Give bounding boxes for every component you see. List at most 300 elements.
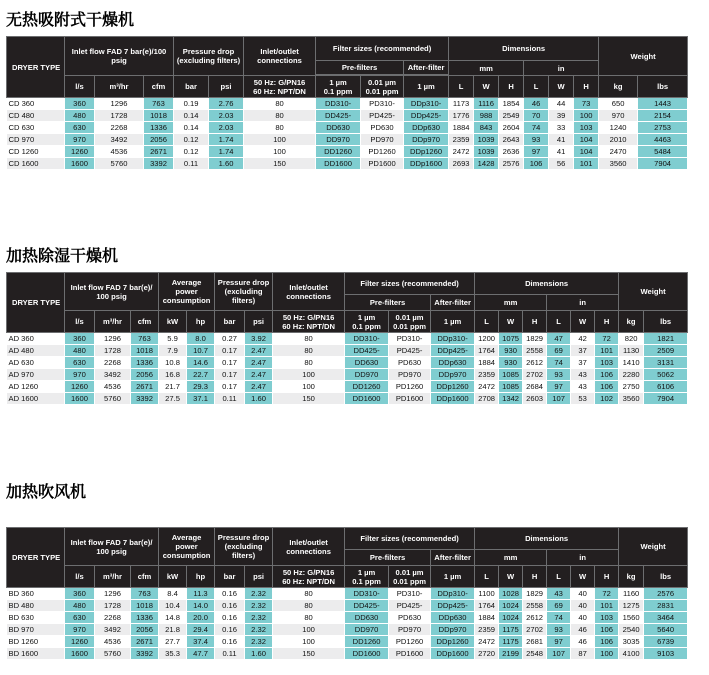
table-row bbox=[7, 393, 688, 405]
table-cell: PD970 bbox=[389, 369, 431, 381]
header-connections: Inlet/outlet connections bbox=[244, 37, 316, 76]
table-cell: DD425- bbox=[345, 600, 389, 612]
table-cell: 72 bbox=[595, 588, 619, 600]
table-cell: 1296 bbox=[95, 588, 131, 600]
table-cell: 1024 bbox=[499, 612, 523, 624]
model-cell: CD 480 bbox=[7, 110, 65, 122]
table-cell: 46 bbox=[524, 98, 549, 110]
table-cell: 2612 bbox=[523, 357, 547, 369]
table-cell: 843 bbox=[474, 122, 499, 134]
table-cell: 100 bbox=[273, 369, 345, 381]
table-cell: 2268 bbox=[95, 612, 131, 624]
model-cell: BD 480 bbox=[7, 600, 65, 612]
header-L-in: L bbox=[547, 311, 571, 333]
table-cell: DD970 bbox=[316, 134, 361, 146]
table-cell: 80 bbox=[273, 600, 345, 612]
table-cell: 1600 bbox=[65, 393, 95, 405]
table-cell: 1018 bbox=[131, 345, 159, 357]
table-cell: 0.17 bbox=[215, 345, 245, 357]
header-pressure-drop: Pressure drop (excluding filters) bbox=[174, 37, 244, 76]
header-H-mm: H bbox=[523, 566, 547, 588]
header-dryer-type: DRYER TYPE bbox=[7, 37, 65, 98]
header-pre-filters: Pre-filters bbox=[345, 295, 431, 311]
model-cell: AD 970 bbox=[7, 369, 65, 381]
header-W-in: W bbox=[549, 76, 574, 98]
table-cell: 104 bbox=[574, 146, 599, 158]
table-cell: 1260 bbox=[65, 381, 95, 393]
header-filter-sizes: Filter sizes (recommended) bbox=[316, 37, 449, 61]
table-cell: 4463 bbox=[638, 134, 688, 146]
table-cell: 1018 bbox=[131, 600, 159, 612]
table-cell: 103 bbox=[595, 357, 619, 369]
table-cell: 150 bbox=[273, 393, 345, 405]
header-cfm: cfm bbox=[131, 566, 159, 588]
table-cell: 630 bbox=[65, 612, 95, 624]
table-cell: 10.8 bbox=[159, 357, 187, 369]
table-cell: 37 bbox=[571, 357, 595, 369]
table-cell: 0.16 bbox=[215, 612, 245, 624]
table-body-bd bbox=[7, 588, 688, 660]
header-cfm: cfm bbox=[131, 311, 159, 333]
table-cell: 14.6 bbox=[187, 357, 215, 369]
table-cell: 0.16 bbox=[215, 600, 245, 612]
table-cell: 20.0 bbox=[187, 612, 215, 624]
conn-note-1: 50 Hz: G/PN16 bbox=[282, 567, 335, 577]
table-cell: 7.9 bbox=[159, 345, 187, 357]
table-cell: DDp970 bbox=[431, 369, 475, 381]
table-cell: 480 bbox=[65, 345, 95, 357]
table-cell: 2056 bbox=[144, 134, 174, 146]
table-cell: 2693 bbox=[449, 158, 474, 170]
section-title-cd: 无热吸附式干燥机 bbox=[6, 10, 135, 29]
table-cell: PD310- bbox=[389, 333, 431, 345]
conn-note-1: 50 Hz: G/PN16 bbox=[253, 77, 306, 87]
table-cell: 2268 bbox=[95, 357, 131, 369]
table-cell: DDp1260 bbox=[404, 146, 449, 158]
table-cell: 103 bbox=[595, 612, 619, 624]
table-row bbox=[7, 158, 688, 170]
table-cell: 3.92 bbox=[245, 333, 273, 345]
header-filter-sizes: Filter sizes (recommended) bbox=[345, 273, 475, 295]
table-cell: DD1600 bbox=[316, 158, 361, 170]
table-cell: 1336 bbox=[131, 357, 159, 369]
table-cell: 47 bbox=[547, 333, 571, 345]
table-cell: 360 bbox=[65, 98, 95, 110]
table-cell: 2472 bbox=[449, 146, 474, 158]
table-cell: 2470 bbox=[599, 146, 638, 158]
table-cell: 106 bbox=[595, 624, 619, 636]
table-cell: PD630 bbox=[389, 612, 431, 624]
table-cell: 1600 bbox=[65, 648, 95, 660]
header-lbs: lbs bbox=[638, 76, 688, 98]
table-cell: 0.16 bbox=[215, 624, 245, 636]
table-cell: 2359 bbox=[449, 134, 474, 146]
table-cell: 1275 bbox=[619, 600, 644, 612]
table-cell: 72 bbox=[595, 333, 619, 345]
f1-size: 1 µm bbox=[329, 77, 347, 87]
table-cell: 1160 bbox=[619, 588, 644, 600]
header-L-in: L bbox=[547, 566, 571, 588]
header-avg-power: Average power consumption bbox=[159, 528, 215, 566]
table-cell: 1764 bbox=[475, 345, 499, 357]
table-cell: 1336 bbox=[144, 122, 174, 134]
table-cell: 1410 bbox=[619, 357, 644, 369]
table-row bbox=[7, 110, 688, 122]
table-cell: 5640 bbox=[644, 624, 688, 636]
header-bar: bar bbox=[174, 76, 209, 98]
table-cell: 97 bbox=[524, 146, 549, 158]
header-H-mm: H bbox=[499, 76, 524, 98]
conn-note-2: 60 Hz: NPT/DN bbox=[253, 86, 306, 96]
table-cell: DDp630 bbox=[431, 612, 475, 624]
header-f2 bbox=[389, 311, 431, 333]
table-cell: 5760 bbox=[95, 393, 131, 405]
table-cell: 970 bbox=[599, 110, 638, 122]
header-in: in bbox=[547, 550, 619, 566]
header-W-in: W bbox=[571, 566, 595, 588]
table-cell: 0.17 bbox=[215, 357, 245, 369]
table-cell: 2548 bbox=[523, 648, 547, 660]
table-cell: 69 bbox=[547, 600, 571, 612]
table-cell: 1764 bbox=[475, 600, 499, 612]
table-cell: 4536 bbox=[95, 381, 131, 393]
table-cell: 1200 bbox=[475, 333, 499, 345]
table-cell: 3392 bbox=[131, 648, 159, 660]
table-cell: 2.47 bbox=[245, 357, 273, 369]
header-after-filter: After-filter bbox=[431, 550, 475, 566]
model-cell: CD 360 bbox=[7, 98, 65, 110]
table-cell: 16.8 bbox=[159, 369, 187, 381]
header-in: in bbox=[547, 295, 619, 311]
f1-ppm: 0.1 ppm bbox=[323, 86, 353, 96]
table-cell: 0.11 bbox=[215, 648, 245, 660]
table-cell: 930 bbox=[499, 357, 523, 369]
table-cell: 80 bbox=[273, 357, 345, 369]
table-cell: 2359 bbox=[475, 624, 499, 636]
table-cell: DD970 bbox=[345, 624, 389, 636]
table-cell: 27.5 bbox=[159, 393, 187, 405]
table-cell: 80 bbox=[244, 110, 316, 122]
table-cell: 29.3 bbox=[187, 381, 215, 393]
table-cell: 2684 bbox=[523, 381, 547, 393]
table-cell: 1728 bbox=[95, 110, 144, 122]
table-cell: DD310- bbox=[316, 98, 361, 110]
table-cell: DD1260 bbox=[345, 636, 389, 648]
table-cell: 6106 bbox=[644, 381, 688, 393]
table-cell: 1776 bbox=[449, 110, 474, 122]
table-cell: 2558 bbox=[523, 345, 547, 357]
table-cell: 106 bbox=[524, 158, 549, 170]
table-cell: 1829 bbox=[523, 333, 547, 345]
table-cell: 0.17 bbox=[215, 369, 245, 381]
header-dimensions: Dimensions bbox=[475, 273, 619, 295]
table-cell: PD630 bbox=[361, 122, 404, 134]
table-row bbox=[7, 381, 688, 393]
table-cell: 2.76 bbox=[209, 98, 244, 110]
header-bar: bar bbox=[215, 311, 245, 333]
table-cell: 2681 bbox=[523, 636, 547, 648]
table-cell: 2702 bbox=[523, 624, 547, 636]
header-weight: Weight bbox=[619, 528, 688, 566]
table-cell: DD425- bbox=[316, 110, 361, 122]
table-cell: 33 bbox=[549, 122, 574, 134]
table-cell: DDp970 bbox=[431, 624, 475, 636]
table-cell: 0.12 bbox=[174, 134, 209, 146]
table-cell: 1260 bbox=[65, 636, 95, 648]
table-cell: 2.03 bbox=[209, 110, 244, 122]
table-cell: 3560 bbox=[599, 158, 638, 170]
table-cell: DDp630 bbox=[431, 357, 475, 369]
table-cell: DDp630 bbox=[404, 122, 449, 134]
table-cell: 107 bbox=[547, 648, 571, 660]
model-cell: AD 630 bbox=[7, 357, 65, 369]
header-psi: psi bbox=[209, 76, 244, 98]
table-row bbox=[7, 345, 688, 357]
table-cell: 21.7 bbox=[159, 381, 187, 393]
table-cell: 2549 bbox=[499, 110, 524, 122]
f1-size: 1 µm bbox=[357, 312, 376, 322]
table-row bbox=[7, 624, 688, 636]
table-cell: 70 bbox=[524, 110, 549, 122]
table-row bbox=[7, 648, 688, 660]
spec-table-ad bbox=[6, 272, 688, 405]
table-cell: 0.17 bbox=[215, 381, 245, 393]
f1-ppm: 0.1 ppm bbox=[352, 321, 381, 331]
table-cell: 988 bbox=[474, 110, 499, 122]
table-cell: 100 bbox=[244, 146, 316, 158]
table-cell: 1.60 bbox=[245, 648, 273, 660]
table-cell: DDp425- bbox=[431, 345, 475, 357]
header-f2 bbox=[389, 566, 431, 588]
table-cell: 2671 bbox=[131, 636, 159, 648]
header-L-mm: L bbox=[475, 566, 499, 588]
table-cell: 2472 bbox=[475, 636, 499, 648]
table-cell: 93 bbox=[524, 134, 549, 146]
header-H-in: H bbox=[595, 566, 619, 588]
header-conn-note bbox=[244, 76, 316, 98]
table-cell: 1854 bbox=[499, 98, 524, 110]
section-title-ad: 加热除湿干燥机 bbox=[6, 246, 119, 265]
f2-ppm: 0.01 ppm bbox=[393, 321, 427, 331]
table-cell: 40 bbox=[571, 600, 595, 612]
table-cell: 2671 bbox=[144, 146, 174, 158]
header-in: in bbox=[524, 61, 599, 76]
table-cell: 970 bbox=[65, 134, 95, 146]
header-f3: 1 µm bbox=[431, 566, 475, 588]
table-cell: 106 bbox=[595, 381, 619, 393]
table-cell: 4536 bbox=[95, 146, 144, 158]
table-cell: PD1260 bbox=[389, 381, 431, 393]
table-cell: 2.32 bbox=[245, 624, 273, 636]
table-cell: 1829 bbox=[523, 588, 547, 600]
table-cell: 630 bbox=[65, 357, 95, 369]
header-dryer-type: DRYER TYPE bbox=[7, 273, 65, 333]
header-mm: mm bbox=[449, 61, 524, 76]
table-cell: 14.0 bbox=[187, 600, 215, 612]
header-weight: Weight bbox=[599, 37, 688, 76]
table-cell: 100 bbox=[574, 110, 599, 122]
table-cell: 1039 bbox=[474, 134, 499, 146]
table-cell: 97 bbox=[547, 636, 571, 648]
f2-size: 0.01 µm bbox=[395, 312, 424, 322]
table-row bbox=[7, 333, 688, 345]
table-cell: 80 bbox=[273, 345, 345, 357]
table-cell: 0.11 bbox=[174, 158, 209, 170]
header-hp: hp bbox=[187, 311, 215, 333]
table-cell: DD1260 bbox=[316, 146, 361, 158]
header-after-filter: After-filter bbox=[404, 61, 449, 75]
table-cell: 44 bbox=[549, 98, 574, 110]
table-cell: PD310- bbox=[361, 98, 404, 110]
table-cell: 2671 bbox=[131, 381, 159, 393]
table-cell: DD630 bbox=[345, 612, 389, 624]
header-after-filter: After-filter bbox=[431, 295, 475, 311]
table-cell: 2750 bbox=[619, 381, 644, 393]
table-cell: 2636 bbox=[499, 146, 524, 158]
table-cell: 1260 bbox=[65, 146, 95, 158]
header-m3hr: m³/hr bbox=[95, 311, 131, 333]
table-cell: 2010 bbox=[599, 134, 638, 146]
table-cell: 101 bbox=[595, 345, 619, 357]
table-cell: 40 bbox=[571, 612, 595, 624]
table-cell: 107 bbox=[547, 393, 571, 405]
header-kg: kg bbox=[619, 566, 644, 588]
table-cell: 1884 bbox=[475, 357, 499, 369]
table-row bbox=[7, 612, 688, 624]
model-cell: BD 360 bbox=[7, 588, 65, 600]
table-cell: 1116 bbox=[474, 98, 499, 110]
table-cell: 1100 bbox=[475, 588, 499, 600]
table-cell: 29.4 bbox=[187, 624, 215, 636]
header-f2 bbox=[361, 76, 404, 98]
table-row bbox=[7, 636, 688, 648]
table-cell: DD1600 bbox=[345, 393, 389, 405]
table-cell: 1.74 bbox=[209, 134, 244, 146]
table-row bbox=[7, 600, 688, 612]
table-cell: DDp1600 bbox=[431, 648, 475, 660]
header-connections: Inlet/outlet connections bbox=[273, 528, 345, 566]
table-cell: 7904 bbox=[644, 393, 688, 405]
table-cell: 3035 bbox=[619, 636, 644, 648]
header-conn-note bbox=[273, 566, 345, 588]
table-cell: 1600 bbox=[65, 158, 95, 170]
header-filter-sizes: Filter sizes (recommended) bbox=[345, 528, 475, 550]
table-cell: 763 bbox=[131, 333, 159, 345]
table-cell: 100 bbox=[273, 381, 345, 393]
table-cell: 39 bbox=[549, 110, 574, 122]
table-cell: 100 bbox=[273, 624, 345, 636]
table-cell: 2.32 bbox=[245, 588, 273, 600]
table-cell: DDp1600 bbox=[404, 158, 449, 170]
table-cell: 2720 bbox=[475, 648, 499, 660]
table-cell: 1443 bbox=[638, 98, 688, 110]
model-cell: BD 1600 bbox=[7, 648, 65, 660]
table-cell: 9103 bbox=[644, 648, 688, 660]
table-cell: 2199 bbox=[499, 648, 523, 660]
table-cell: 2558 bbox=[523, 600, 547, 612]
header-psi: psi bbox=[245, 311, 273, 333]
table-cell: 46 bbox=[571, 636, 595, 648]
table-cell: 37 bbox=[571, 345, 595, 357]
table-cell: 101 bbox=[595, 600, 619, 612]
header-W-in: W bbox=[571, 311, 595, 333]
table-cell: 100 bbox=[273, 636, 345, 648]
table-cell: 74 bbox=[547, 357, 571, 369]
header-pre-filters: Pre-filters bbox=[345, 550, 431, 566]
header-f1 bbox=[316, 76, 361, 98]
table-row bbox=[7, 369, 688, 381]
table-cell: 1.60 bbox=[245, 393, 273, 405]
table-cell: 2753 bbox=[638, 122, 688, 134]
table-cell: 22.7 bbox=[187, 369, 215, 381]
header-inlet-flow: Inlet flow FAD 7 bar(e)/100 psig bbox=[65, 37, 174, 76]
table-cell: PD1600 bbox=[361, 158, 404, 170]
table-cell: 42 bbox=[571, 333, 595, 345]
table-body-cd bbox=[7, 98, 688, 170]
table-cell: 106 bbox=[595, 636, 619, 648]
header-mm: mm bbox=[475, 295, 547, 311]
header-pre-filters: Pre-filters bbox=[316, 61, 404, 75]
table-cell: 6739 bbox=[644, 636, 688, 648]
table-cell: 5760 bbox=[95, 648, 131, 660]
table-cell: 74 bbox=[547, 612, 571, 624]
table-cell: 100 bbox=[244, 134, 316, 146]
table-cell: PD1260 bbox=[389, 636, 431, 648]
table-cell: PD310- bbox=[389, 588, 431, 600]
table-cell: 2708 bbox=[475, 393, 499, 405]
table-cell: 1728 bbox=[95, 345, 131, 357]
table-cell: 1130 bbox=[619, 345, 644, 357]
table-cell: 2540 bbox=[619, 624, 644, 636]
table-cell: 7904 bbox=[638, 158, 688, 170]
table-cell: 100 bbox=[595, 648, 619, 660]
table-cell: DDp310- bbox=[404, 98, 449, 110]
table-cell: 3131 bbox=[644, 357, 688, 369]
table-cell: DDp425- bbox=[404, 110, 449, 122]
header-H-in: H bbox=[574, 76, 599, 98]
model-cell: CD 1260 bbox=[7, 146, 65, 158]
header-f3: 1 µm bbox=[431, 311, 475, 333]
header-kg: kg bbox=[619, 311, 644, 333]
table-cell: 10.7 bbox=[187, 345, 215, 357]
table-cell: 106 bbox=[595, 369, 619, 381]
table-cell: 14.8 bbox=[159, 612, 187, 624]
table-cell: 0.19 bbox=[174, 98, 209, 110]
f1-size: 1 µm bbox=[357, 567, 376, 577]
table-cell: 69 bbox=[547, 345, 571, 357]
table-cell: 1240 bbox=[599, 122, 638, 134]
table-cell: 3464 bbox=[644, 612, 688, 624]
header-ls: l/s bbox=[65, 566, 95, 588]
table-row bbox=[7, 588, 688, 600]
table-cell: DD425- bbox=[345, 345, 389, 357]
table-cell: PD1600 bbox=[389, 393, 431, 405]
header-dimensions: Dimensions bbox=[475, 528, 619, 550]
header-H-mm: H bbox=[523, 311, 547, 333]
table-cell: 3392 bbox=[131, 393, 159, 405]
table-cell: PD630 bbox=[389, 357, 431, 369]
header-L-mm: L bbox=[449, 76, 474, 98]
table-cell: 1821 bbox=[644, 333, 688, 345]
f1-ppm: 0.1 ppm bbox=[352, 576, 381, 586]
header-mm: mm bbox=[475, 550, 547, 566]
table-cell: PD1260 bbox=[361, 146, 404, 158]
table-cell: 1428 bbox=[474, 158, 499, 170]
table-cell: 43 bbox=[571, 381, 595, 393]
header-f3: 1 µm bbox=[404, 76, 449, 98]
table-cell: 0.12 bbox=[174, 146, 209, 158]
table-cell: 2576 bbox=[499, 158, 524, 170]
